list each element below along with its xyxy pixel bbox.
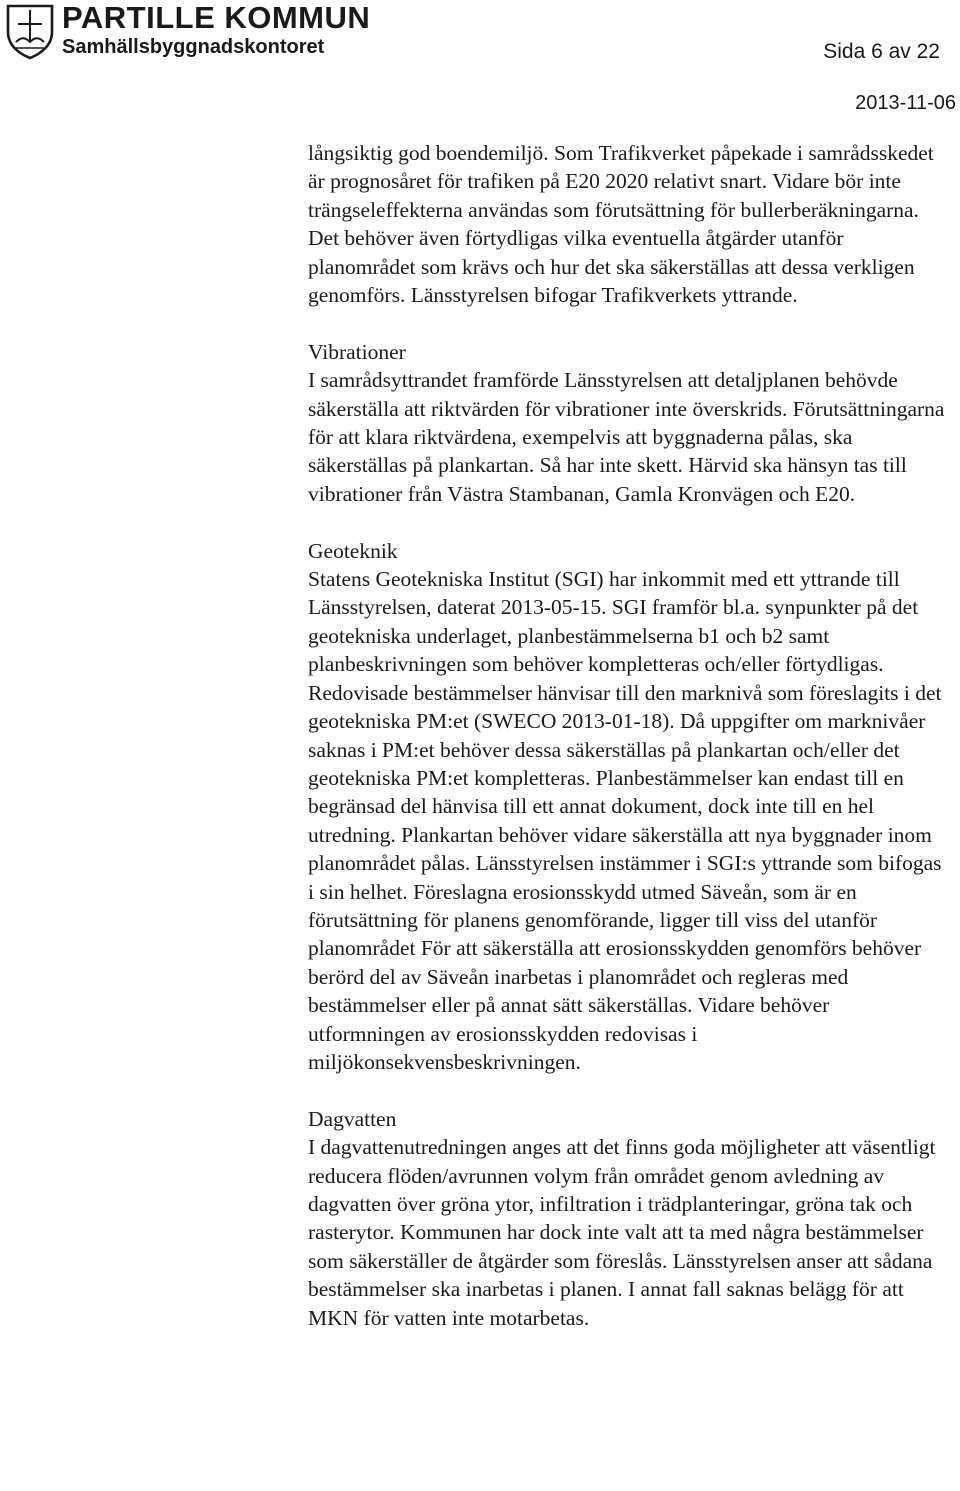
page-header [0,0,960,130]
page-number: Sida 6 av 22 [823,40,940,63]
section-heading: Geoteknik [308,538,398,563]
section-paragraph: Statens Geotekniska Institut (SGI) har inkommit med ett yttrande till Länsstyrelsen, daterat 2013-05-15. SGI framför bl.a. synpunkter på det geotekniska underlaget, planbestämmelserna b1 och b2 samt planbeskrivningen som behöver kompletteras och/eller förtydligas. Redovisade bestämmelser hänvisar till den marknivå som föreslagits i det geotekniska PM:et (SWECO 2013-01-18). Då uppgifter om marknivåer saknas i PM:et behöver dessa säkerställas på plankartan och/eller det geotekniska PM:et kompletteras. Planbestämmelser kan endast till en begränsad del hänvisa till ett annat dokument, dock inte till en hel utredning. Plankartan behöver vidare säkerställa att nya byggnader inom planområdet pålas. Länsstyrelsen instämmer i SGI:s yttrande som bifogas i sin helhet. Föreslagna erosionsskydd utmed Säveån, som är en förutsättning för planens genomförande, ligger till viss del utanför planområdet För att säkerställa att erosionsskydden genomförs behöver berörd del av Säveån inarbetas i planområdet och regleras med bestämmelser eller på annat sätt säkerställas. Vidare behöver utformningen av erosionsskydden redovisas i miljökonsekvensbeskrivningen. [308,567,942,1074]
municipal-coat-of-arms-icon [4,2,56,60]
section-paragraph: I dagvattenutredningen anges att det finns goda möjligheter att väsentligt reducera flöden/avrunnen volym från området genom avledning av dagvatten över gröna ytor, infiltration i trädplanteringar, gröna tak och rasterytor. Kommunen har dock inte valt att ta med några bestämmelser som säkerställer de åtgärder som föreslås. Länsstyrelsen anser att sådana bestämmelser ska inarbetas i planen. I annat fall saknas belägg för att MKN för vatten inte motarbetas. [308,1135,936,1330]
section-heading: Vibrationer [308,339,406,364]
section-vibrationer [308,338,948,508]
department-name: Samhällsbyggnadskontoret [62,36,325,58]
document-body [308,139,948,1332]
intro-paragraph: långsiktig god boendemiljö. Som Trafikverket påpekade i samrådsskedet är prognosåret för trafiken på E20 2020 relativt snart. Vidare bör inte trängseleffekterna användas som förutsättning för bullerberäkningarna. Det behöver även förtydligas vilka eventuella åtgärder utanför planområdet som krävs och hur det ska säkerställas att dessa verkligen genomförs. Länsstyrelsen bifogar Trafikverkets yttrande. [308,141,934,308]
section-geoteknik [308,537,948,1077]
section-dagvatten [308,1105,948,1332]
section-paragraph: I samrådsyttrandet framförde Länsstyrelsen att detaljplanen behövde säkerställa att riktvärden för vibrationer inte överskrids. Förutsättningarna för att klara riktvärdena, exempelvis att byggnaderna pålas, ska säkerställas på plankartan. Så har inte skett. Härvid ska hänsyn tas till vibrationer från Västra Stambanan, Gamla Kronvägen och E20. [308,368,945,506]
section-heading: Dagvatten [308,1106,397,1131]
document-date: 2013-11-06 [855,92,956,114]
organization-name: PARTILLE KOMMUN [62,0,371,35]
